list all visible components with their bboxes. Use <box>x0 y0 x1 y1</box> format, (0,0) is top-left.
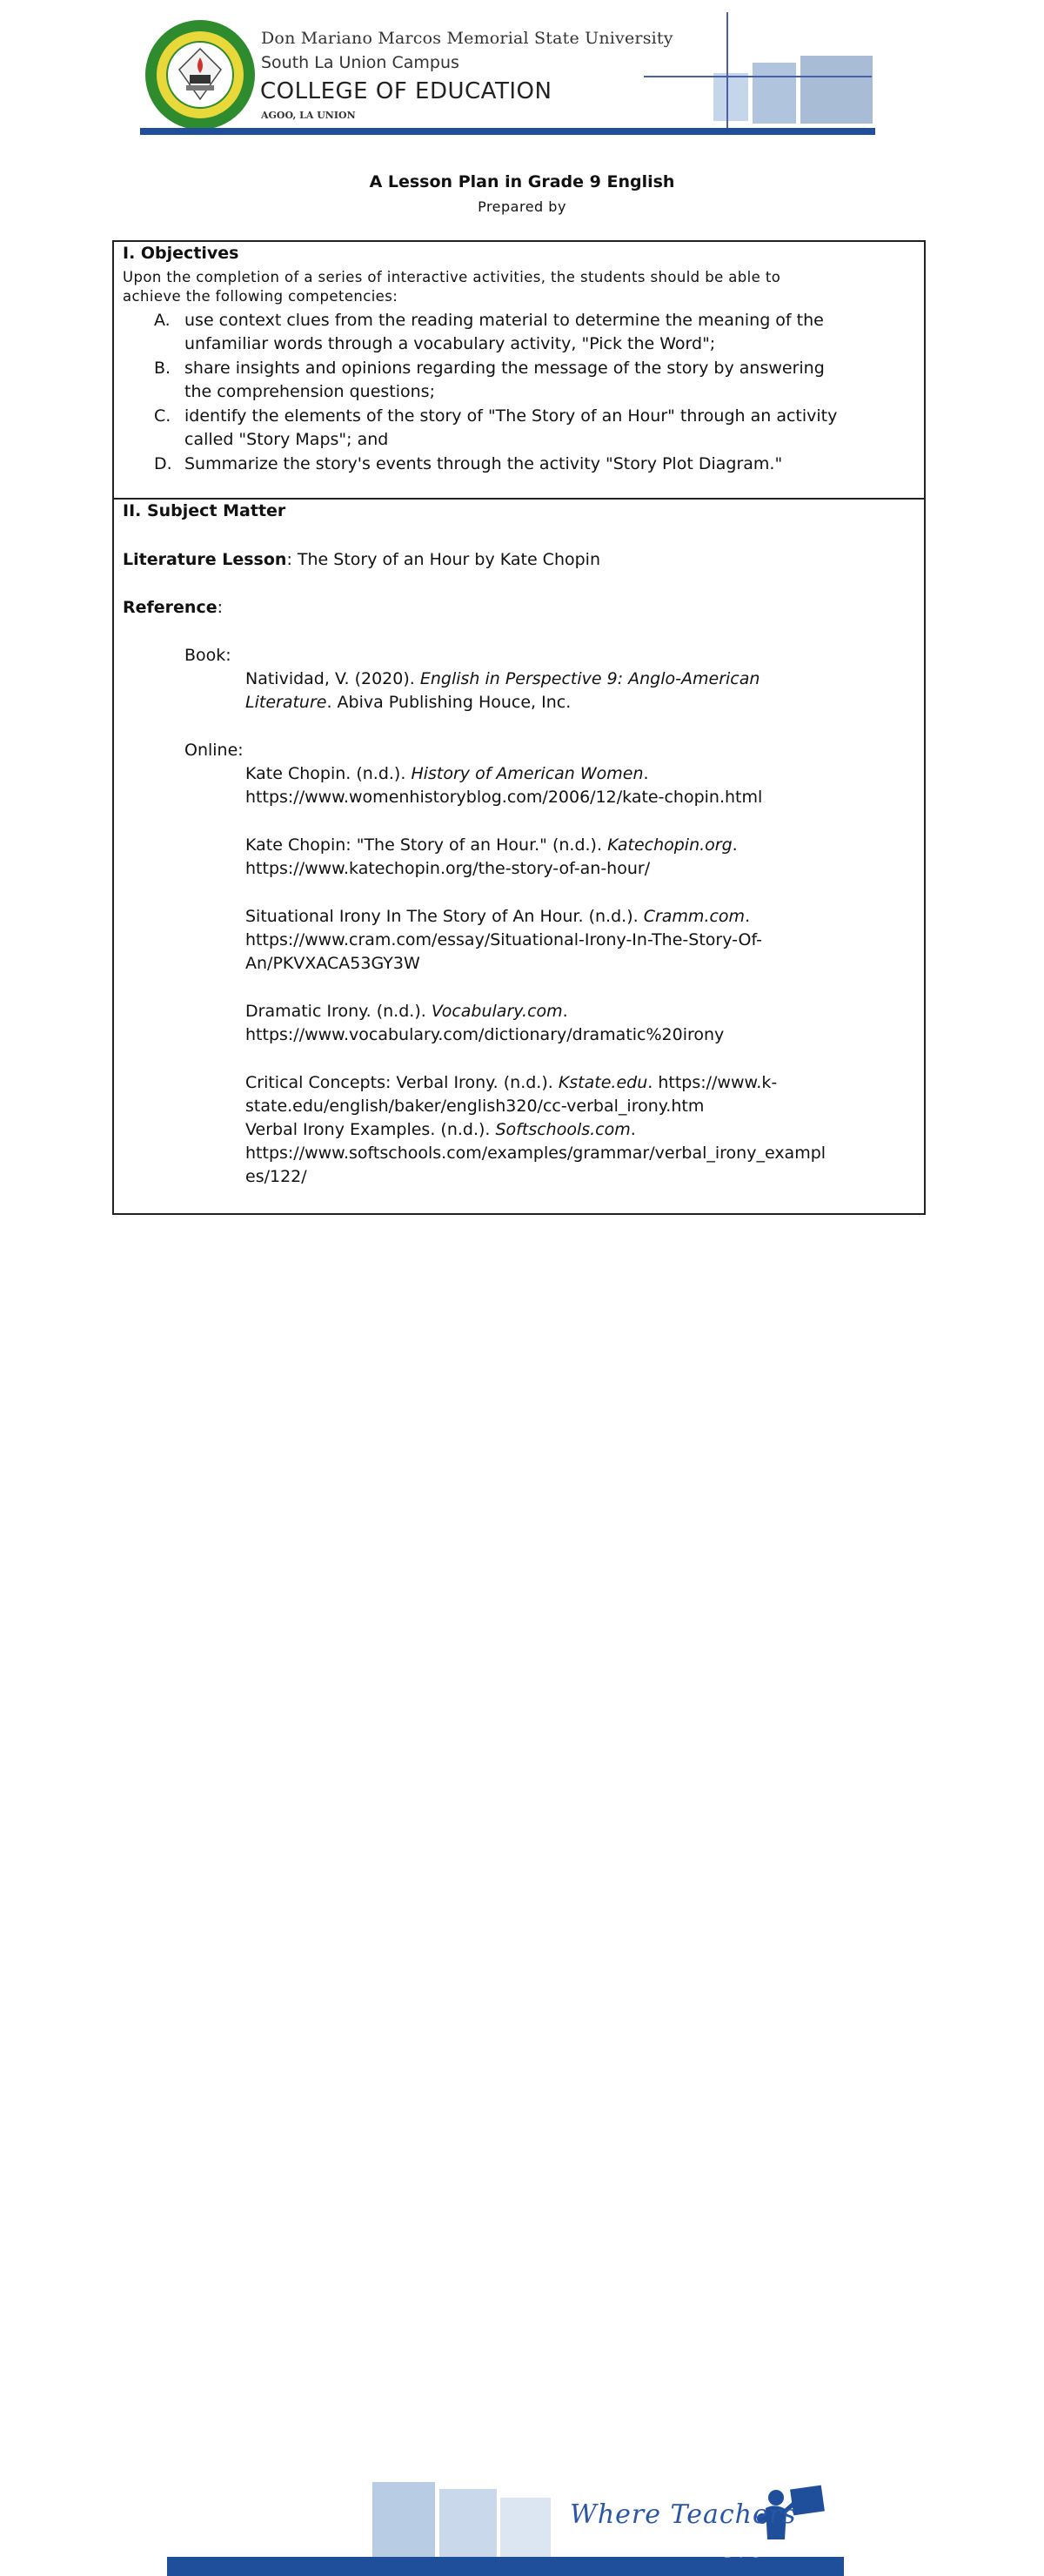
online-label: Online: <box>184 741 244 760</box>
reference-url[interactable]: https://www.vocabulary.com/dictionary/dramatic%20irony <box>245 1025 725 1044</box>
ref-text: Verbal Irony Examples. (n.d.). <box>245 1120 496 1139</box>
objectives-intro <box>123 268 906 306</box>
objective-letter: C. <box>154 406 171 426</box>
online-reference <box>245 1118 636 1142</box>
literature-value: : The Story of an Hour by Kate Chopin <box>286 550 600 569</box>
objective-text <box>184 453 924 476</box>
reference-url[interactable]: https://www.cram.com/essay/Situational-Irony-In-The-Story-Of- <box>245 930 762 949</box>
ref-text: Dramatic Irony. (n.d.). <box>245 1002 432 1021</box>
objectives-heading: I. Objectives <box>123 244 239 263</box>
ref-site: Katechopin.org <box>607 835 733 855</box>
objective-letter: D. <box>154 454 172 473</box>
objective-letter: B. <box>154 359 171 378</box>
literature-label: Literature Lesson <box>123 550 287 569</box>
brand-slogan-second: Grow <box>719 2534 786 2563</box>
ref-text: . <box>630 1120 636 1139</box>
intro-line: achieve the following competencies: <box>123 288 398 305</box>
ref-text: Kate Chopin: "The Story of an Hour." (n.d.). <box>245 835 608 855</box>
ref-site: Softschools.com <box>495 1120 631 1139</box>
ref-text: . <box>745 907 751 926</box>
objective-line: share insights and opinions regarding the message of the story by answering <box>184 359 825 378</box>
reference-url[interactable]: https://www.softschools.com/examples/grammar/verbal_irony_exampl <box>245 1144 826 1163</box>
objective-text <box>184 357 924 404</box>
reference-colon: : <box>217 598 224 617</box>
ref-text: Kate Chopin. (n.d.). <box>245 764 412 783</box>
footer-square <box>439 2489 497 2557</box>
ref-site: Kstate.edu <box>558 1073 648 1092</box>
ref-text: . <box>732 835 738 855</box>
book-title: Literature <box>245 693 327 712</box>
campus-name: South La Union Campus <box>261 53 459 72</box>
header-decoration <box>644 12 879 143</box>
literature-lesson <box>123 548 600 572</box>
objective-text <box>184 405 924 452</box>
university-seal-icon <box>144 19 256 131</box>
ref-text: Critical Concepts: Verbal Irony. (n.d.). <box>245 1073 559 1092</box>
prepared-by: Prepared by <box>478 198 566 215</box>
reference-url-cont[interactable]: es/122/ <box>245 1167 307 1186</box>
objective-line: called "Story Maps"; and <box>184 430 389 449</box>
footer-square <box>372 2482 435 2557</box>
ref-text: Situational Irony In The Story of An Hour. (n.d.). <box>245 907 644 926</box>
university-name: Don Mariano Marcos Memorial State University <box>261 29 673 48</box>
book-label: Book: <box>184 646 231 665</box>
objective-line: use context clues from the reading material to determine the meaning of the <box>184 311 824 330</box>
footer-square <box>500 2498 551 2557</box>
objective-letter: A. <box>154 311 171 330</box>
reference-url[interactable]: https://www.katechopin.org/the-story-of-an-hour/ <box>245 859 651 878</box>
book-publisher: . Abiva Publishing Houce, Inc. <box>326 693 572 712</box>
subject-matter-section <box>112 498 926 1215</box>
book-reference-cont <box>245 691 571 714</box>
online-reference <box>245 834 738 857</box>
objective-line: Summarize the story's events through the activity "Story Plot Diagram." <box>184 454 783 473</box>
college-name: COLLEGE OF EDUCATION <box>260 78 552 104</box>
college-location: AGOO, LA UNION <box>261 110 356 121</box>
objective-text <box>184 309 924 356</box>
book-author: Natividad, V. (2020). <box>245 669 420 688</box>
reference-url[interactable]: https://www.womenhistoryblog.com/2006/12/kate-chopin.html <box>245 788 763 807</box>
reference-url-cont[interactable]: state.edu/english/baker/english320/cc-verbal_irony.htm <box>245 1097 705 1116</box>
ref-text: . <box>643 764 649 783</box>
header-rule <box>140 128 875 135</box>
letterhead <box>0 0 1044 144</box>
objective-line: identify the elements of the story of "The Story of an Hour" through an activity <box>184 406 838 426</box>
ref-site: Cramm.com <box>643 907 746 926</box>
reference-url[interactable]: . https://www.k- <box>647 1073 778 1092</box>
footer-decoration <box>0 1236 1044 2563</box>
online-reference <box>245 1071 777 1095</box>
online-reference <box>245 1000 568 1023</box>
online-reference <box>245 762 649 786</box>
reference-label-line <box>123 596 223 620</box>
ref-site: Vocabulary.com <box>431 1002 563 1021</box>
reference-url-cont[interactable]: An/PKVXACA53GY3W <box>245 954 420 973</box>
ref-site: History of American Women <box>411 764 644 783</box>
objective-line: unfamiliar words through a vocabulary activity, "Pick the Word"; <box>184 334 716 353</box>
objective-line: the comprehension questions; <box>184 382 435 401</box>
reference-label: Reference <box>123 598 218 617</box>
brand-slogan: Where Teachers <box>570 2499 797 2530</box>
book-reference <box>245 667 760 691</box>
online-reference <box>245 905 750 929</box>
ref-text: . <box>562 1002 568 1021</box>
subject-heading: II. Subject Matter <box>123 501 286 520</box>
objectives-section <box>112 240 926 500</box>
intro-line: Upon the completion of a series of interactive activities, the students should be able to <box>123 269 781 285</box>
book-title: English in Perspective 9: Anglo-American <box>419 669 760 688</box>
document-title: A Lesson Plan in Grade 9 English <box>369 172 675 191</box>
